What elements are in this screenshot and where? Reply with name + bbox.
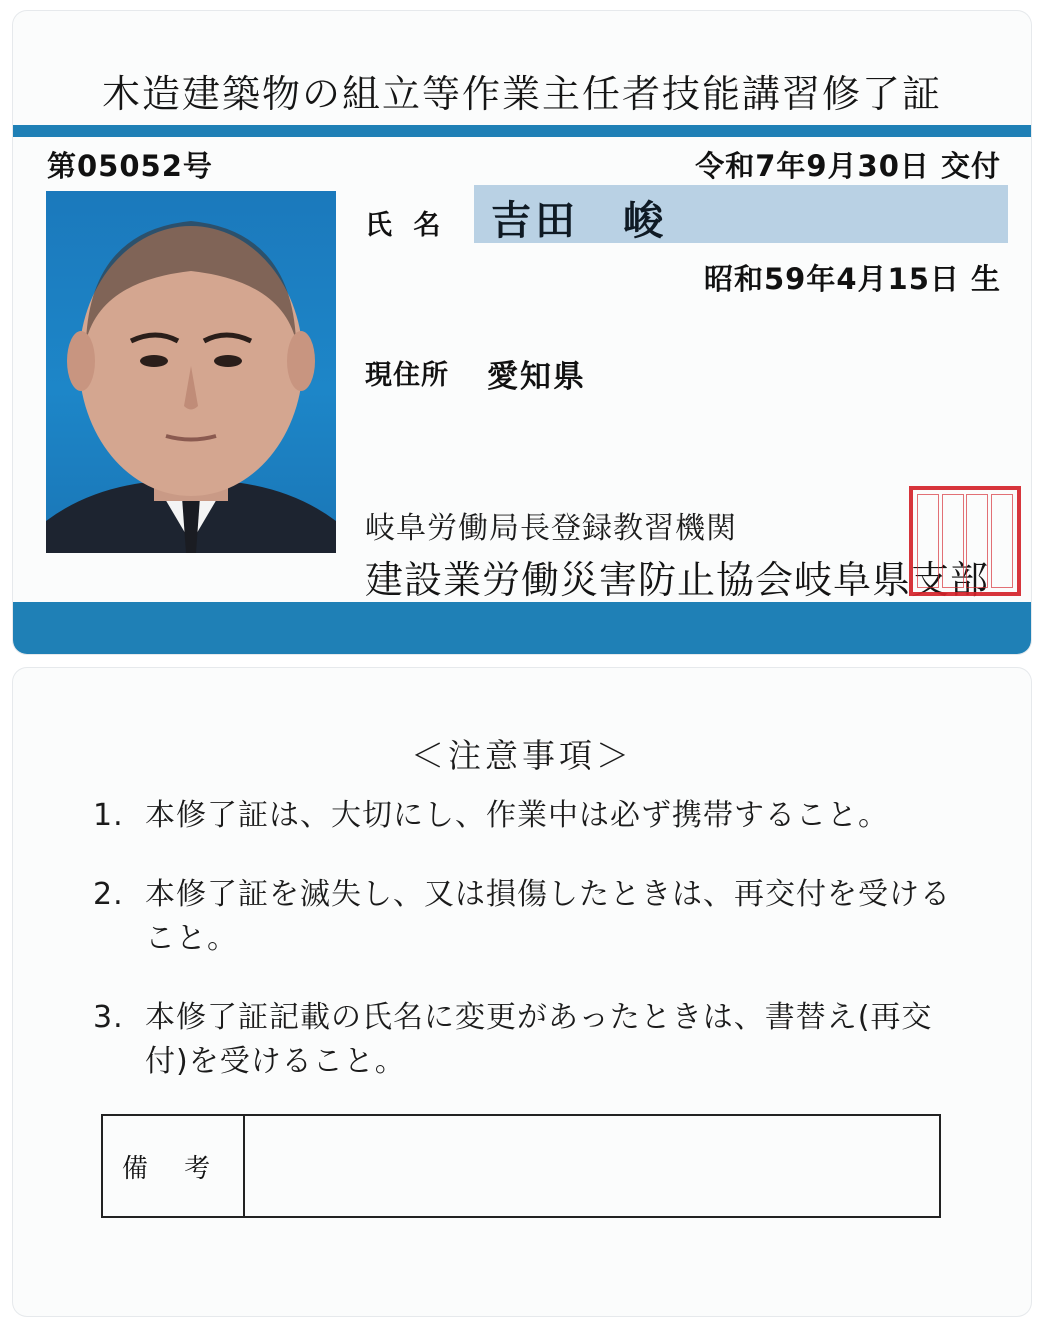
certificate-back [13,668,1031,1316]
remarks-label: 備 考 [121,1154,225,1184]
notice-item-number: 3. [93,1000,124,1035]
official-seal [909,486,1021,596]
address-label: 現住所 [365,360,449,391]
birth-date: 昭和59年4月15日 生 [704,262,1001,296]
certificate-front [13,11,1031,654]
issuing-organization: 建設業労働災害防止協会岐阜県支部 [365,558,990,602]
remarks-box [101,1114,941,1218]
name-label: 氏 名 [365,210,447,241]
holder-name: 吉田 峻 [491,198,667,244]
bottom-accent-band [13,602,1031,654]
notice-item-text: 本修了証記載の氏名に変更があったときは、書替え(再交付)を受けること。 [145,1000,933,1079]
address-value: 愛知県 [487,359,586,395]
issue-date: 令和7年9月30日 交付 [695,149,1001,183]
remarks-divider [243,1116,245,1216]
certificate-title: 木造建築物の組立等作業主任者技能講習修了証 [101,72,942,116]
holder-photo [46,191,336,553]
notice-item-text: 本修了証を滅失し、又は損傷したときは、再交付を受けること。 [145,877,951,956]
certificate-number: 第05052号 [47,149,213,183]
issuing-body-subtitle: 岐阜労働局長登録教習機関 [365,511,737,546]
notice-item-number: 2. [93,877,124,912]
portrait-image [46,191,336,553]
notice-item-number: 1. [93,798,124,833]
notice-item-text: 本修了証は、大切にし、作業中は必ず携帯すること。 [145,798,889,833]
notice-title: ＜注意事項＞ [411,736,633,775]
top-accent-band [13,125,1031,137]
